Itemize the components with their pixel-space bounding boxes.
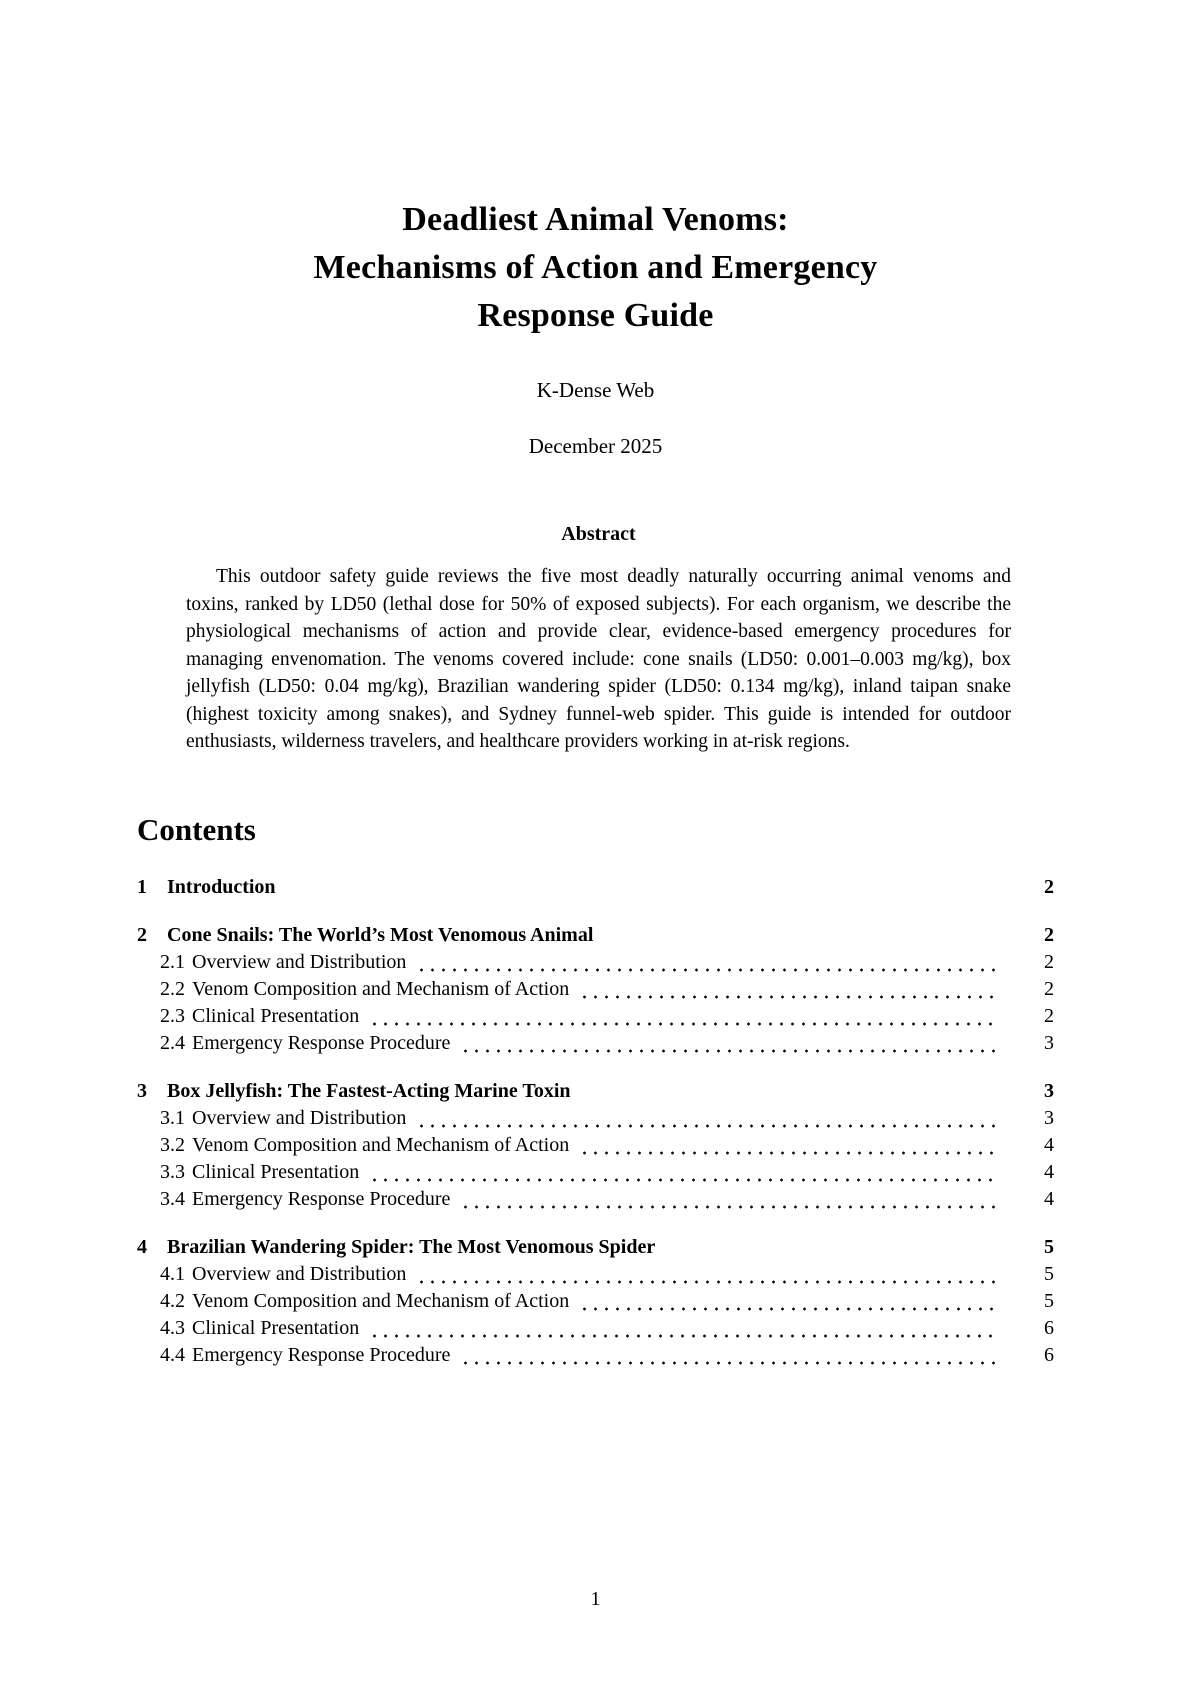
- toc-entry-page: 3: [1044, 1031, 1054, 1054]
- toc-entry-page: 2: [1044, 977, 1054, 1000]
- toc-entry-title: Introduction: [167, 875, 276, 898]
- toc-subsection-entry: [137, 1105, 1054, 1132]
- toc-entry-number: 3: [137, 1079, 147, 1102]
- toc-list: [137, 874, 1054, 1369]
- toc-entry-number: 4: [137, 1235, 147, 1258]
- document-title-line-3: Response Guide: [477, 297, 714, 334]
- toc-entry-page: 3: [1044, 1106, 1054, 1129]
- toc-entry-number: 3.3: [160, 1160, 185, 1183]
- toc-section-entry: [137, 1234, 1054, 1261]
- toc-entry-number: 2.2: [160, 977, 185, 1000]
- toc-leader-dots: [579, 1139, 1000, 1159]
- toc-subsection-entry: [137, 1315, 1054, 1342]
- toc-leader-dots: [416, 1268, 1000, 1288]
- toc-entry-title: Clinical Presentation: [192, 1316, 360, 1339]
- toc-leader-dots: [460, 1349, 1000, 1369]
- toc-subsection-entry: [137, 1159, 1054, 1186]
- toc-leader-dots: [416, 1112, 1000, 1132]
- abstract-text: This outdoor safety guide reviews the five most deadly naturally occurring animal venoms and toxins, ranked by LD50 (lethal dose for 50% of exposed subjects). For each organism, we describe the physiological mechanisms of action and provide clear, evidence-based emergency procedures for managing envenomation. The venoms covered include: cone snails (LD50: 0.001–0.003 mg/kg), box jellyfish (LD50: 0.04 mg/kg), Brazilian wandering spider (LD50: 0.134 mg/kg), inland taipan snake (highest toxicity among snakes), and Sydney funnel-web spider. This guide is intended for outdoor enthusiasts, wilderness travelers, and healthcare providers working in at-risk regions.: [186, 566, 1011, 752]
- toc-subsection-entry: [137, 1132, 1054, 1159]
- author: K-Dense Web: [536, 378, 655, 402]
- toc-subsection-entry: [137, 1186, 1054, 1213]
- toc-entry-page: 4: [1044, 1133, 1054, 1156]
- toc-entry-number: 4.4: [160, 1343, 185, 1366]
- page-number: 1: [590, 1588, 601, 1610]
- toc-subsection-entry: [137, 1003, 1054, 1030]
- document-title-line-1: Deadliest Animal Venoms:: [402, 201, 789, 238]
- toc-entry-number: 2.1: [160, 950, 185, 973]
- toc-entry-title: Venom Composition and Mechanism of Action: [192, 1289, 570, 1312]
- toc-entry-title: Clinical Presentation: [192, 1004, 360, 1027]
- toc-entry-number: 4.2: [160, 1289, 185, 1312]
- toc-leader-dots: [460, 1037, 1000, 1057]
- toc-entry-title: Box Jellyfish: The Fastest-Acting Marine Toxin: [167, 1079, 571, 1102]
- toc-entry-title: Emergency Response Procedure: [192, 1031, 451, 1054]
- toc-entry-number: 1: [137, 875, 147, 898]
- toc-entry-page: 4: [1044, 1187, 1054, 1210]
- toc-entry-page: 2: [1044, 923, 1054, 946]
- toc-entry-page: 6: [1044, 1343, 1054, 1366]
- toc-subsection-entry: [137, 1261, 1054, 1288]
- contents-heading: Contents: [137, 811, 256, 847]
- toc-section-entry: [137, 1078, 1054, 1105]
- toc-leader-dots: [579, 983, 1000, 1003]
- date: December 2025: [528, 434, 663, 458]
- toc-entry-page: 5: [1044, 1262, 1054, 1285]
- toc-subsection-entry: [137, 1342, 1054, 1369]
- toc-entry-title: Clinical Presentation: [192, 1160, 360, 1183]
- toc-entry-number: 2.4: [160, 1031, 185, 1054]
- toc-entry-page: 5: [1044, 1289, 1054, 1312]
- toc-entry-title: Overview and Distribution: [192, 1106, 407, 1129]
- toc-leader-dots: [460, 1193, 1000, 1213]
- toc-entry-page: 6: [1044, 1316, 1054, 1339]
- toc-entry-page: 2: [1044, 950, 1054, 973]
- toc-entry-number: 3.4: [160, 1187, 185, 1210]
- toc-section-entry: [137, 922, 1054, 949]
- toc-entry-title: Venom Composition and Mechanism of Action: [192, 1133, 570, 1156]
- toc-leader-dots: [369, 1322, 1000, 1342]
- toc-entry-title: Brazilian Wandering Spider: The Most Venomous Spider: [167, 1235, 656, 1258]
- toc-entry-title: Emergency Response Procedure: [192, 1187, 451, 1210]
- toc-entry-page: 2: [1044, 1004, 1054, 1027]
- toc-entry-title: Cone Snails: The World’s Most Venomous Animal: [167, 923, 594, 946]
- toc-entry-number: 2: [137, 923, 147, 946]
- toc-entry-title: Overview and Distribution: [192, 1262, 407, 1285]
- toc-section-entry: [137, 874, 1054, 901]
- title-block: [137, 196, 1054, 340]
- abstract-section: [186, 523, 1011, 756]
- toc-subsection-entry: [137, 949, 1054, 976]
- toc-leader-dots: [369, 1166, 1000, 1186]
- toc-subsection-entry: [137, 976, 1054, 1003]
- abstract-heading: Abstract: [561, 523, 636, 545]
- toc-leader-dots: [416, 956, 1000, 976]
- toc-entry-number: 2.3: [160, 1004, 185, 1027]
- toc-leader-dots: [579, 1295, 1000, 1315]
- toc-entry-page: 2: [1044, 875, 1054, 898]
- document-title-line-2: Mechanisms of Action and Emergency: [313, 249, 878, 286]
- toc-entry-page: 4: [1044, 1160, 1054, 1183]
- toc-subsection-entry: [137, 1030, 1054, 1057]
- toc-entry-number: 4.1: [160, 1262, 185, 1285]
- toc-entry-title: Overview and Distribution: [192, 950, 407, 973]
- toc-entry-number: 3.2: [160, 1133, 185, 1156]
- toc-entry-number: 3.1: [160, 1106, 185, 1129]
- toc-subsection-entry: [137, 1288, 1054, 1315]
- toc-entry-number: 4.3: [160, 1316, 185, 1339]
- toc-entry-page: 3: [1044, 1079, 1054, 1102]
- toc-entry-title: Emergency Response Procedure: [192, 1343, 451, 1366]
- toc-entry-title: Venom Composition and Mechanism of Action: [192, 977, 570, 1000]
- toc-leader-dots: [369, 1010, 1000, 1030]
- toc-entry-page: 5: [1044, 1235, 1054, 1258]
